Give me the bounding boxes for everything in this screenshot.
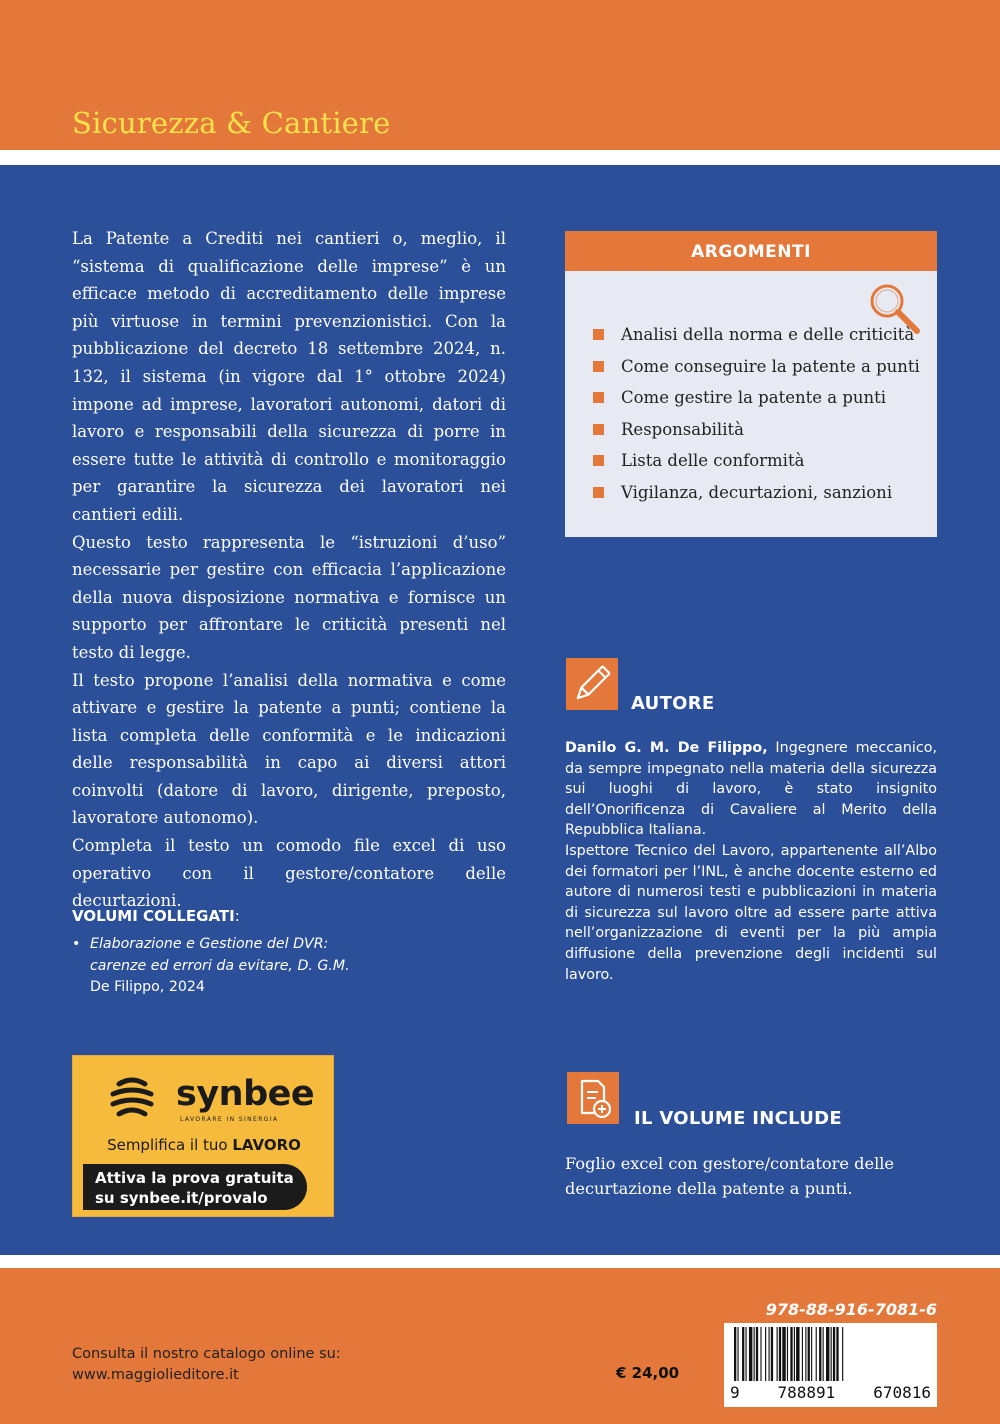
description-paragraph: Il testo propone l’analisi della normativa e come attivare e gestire la patente a punti; contiene la lista completa delle conformità e le indicazioni delle responsabilità in capo ai diversi attori coinvolti (datore di lavoro, dirigente, preposto, lavoratore autonomo). [72,670,506,828]
series-title: Sicurezza & Cantiere [72,106,391,140]
document-add-icon [567,1072,619,1124]
bullet-square [593,361,604,372]
includes-heading: IL VOLUME INCLUDE [634,1108,843,1129]
arguments-heading: ARGOMENTI [565,231,937,271]
author-bio [565,738,937,985]
bullet-square [593,392,604,403]
divider-top [0,150,1000,165]
description-paragraph: Questo testo rappresenta le “istruzioni d’uso” necessarie per gestire con efficacia l’applicazione della nuova disposizione normativa e fornisce un supporto per affrontare le criticità presenti nel testo di legge. [72,532,506,662]
barcode [724,1323,937,1407]
author-bio-paragraph: Ispettore Tecnico del Lavoro, appartenente all’Albo dei formatori per l’INL, è anche docente esterno ed autore di numerosi testi e pubblicazioni in materia di sicurezza sul lavoro oltre ad essere parte attiva nell’organizzazione di eventi per la più ampia diffusione della prevenzione degli incidenti sul lavoro. [565,842,937,983]
catalog-label: Consulta il nostro catalogo online su: [72,1346,341,1362]
related-item-title: Elaborazione e Gestione del DVR: carenze ed errori da evitare, D. G.M. [90,936,350,974]
catalog-info [72,1344,341,1386]
list-item: Lista delle conformità [593,445,920,477]
barcode-bars [730,1327,931,1383]
author-name: Danilo G. M. De Filippo, [565,740,768,756]
bullet: • [72,936,81,952]
bullet-square [593,455,604,466]
related-item-author: De Filippo, 2024 [90,979,205,995]
synbee-ad[interactable] [72,1055,334,1217]
description-paragraph: Completa il testo un comodo file excel di uso operativo con il gestore/contatore delle decurtazioni. [72,836,506,911]
list-item: Come conseguire la patente a punti [593,351,920,383]
arguments-box [565,231,937,537]
ad-cta[interactable]: Attiva la prova gratuita su synbee.it/provalo [83,1164,307,1210]
price: € 24,00 [616,1364,680,1382]
ad-tagline: Semplifica il tuo LAVORO [107,1136,301,1154]
pencil-icon [566,658,618,710]
author-bio-paragraph: Danilo G. M. De Filippo, Ingegnere meccanico, da sempre impegnato nella materia della sicurezza sui luoghi di lavoro, è stato insignito dell’Onorificenza di Cavaliere al Merito della Repubblica Italiana. [565,740,937,839]
list-item: Come gestire la patente a punti [593,382,920,414]
list-item: Responsabilità [593,414,920,446]
list-item: Vigilanza, decurtazioni, sanzioni [593,477,920,509]
description-paragraph: La Patente a Crediti nei cantieri o, meglio, il “sistema di qualificazione delle imprese” è un efficace metodo di accreditamento delle imprese più virtuose in termini prevenzionistici. Con la pubblicazione del decreto 18 settembre 2024, n. 132, il sistema (in vigore dal 1° ottobre 2024) impone ad imprese, lavoratori autonomi, datori di lavoro e responsabili della sicurezza di porre in essere tutte le attività di controllo e monitoraggio per garantire la sicurezza dei lavoratori nei cantieri edili. [72,229,506,524]
barcode-digits: 9 788891 670816 [730,1383,931,1402]
ad-brand-sub: LAVORARE IN SINERGIA [180,1116,279,1123]
bullet-square [593,487,604,498]
author-heading: AUTORE [631,693,715,714]
synbee-logo-icon [109,1074,155,1120]
catalog-url[interactable]: www.maggiolieditore.it [72,1367,239,1383]
ad-brand: synbee [176,1074,315,1114]
list-item: Analisi della norma e delle criticità [593,319,920,351]
bullet-square [593,424,604,435]
isbn: 978-88-916-7081-6 [765,1300,937,1319]
description [72,225,506,915]
divider-bottom [0,1255,1000,1268]
bullet-square [593,329,604,340]
includes-text: Foglio excel con gestore/contatore delle decurtazione della patente a punti. [565,1154,895,1198]
related-heading: VOLUMI COLLEGATI: [72,907,240,925]
back-cover-panel [0,165,1000,1255]
arguments-list [593,319,920,508]
